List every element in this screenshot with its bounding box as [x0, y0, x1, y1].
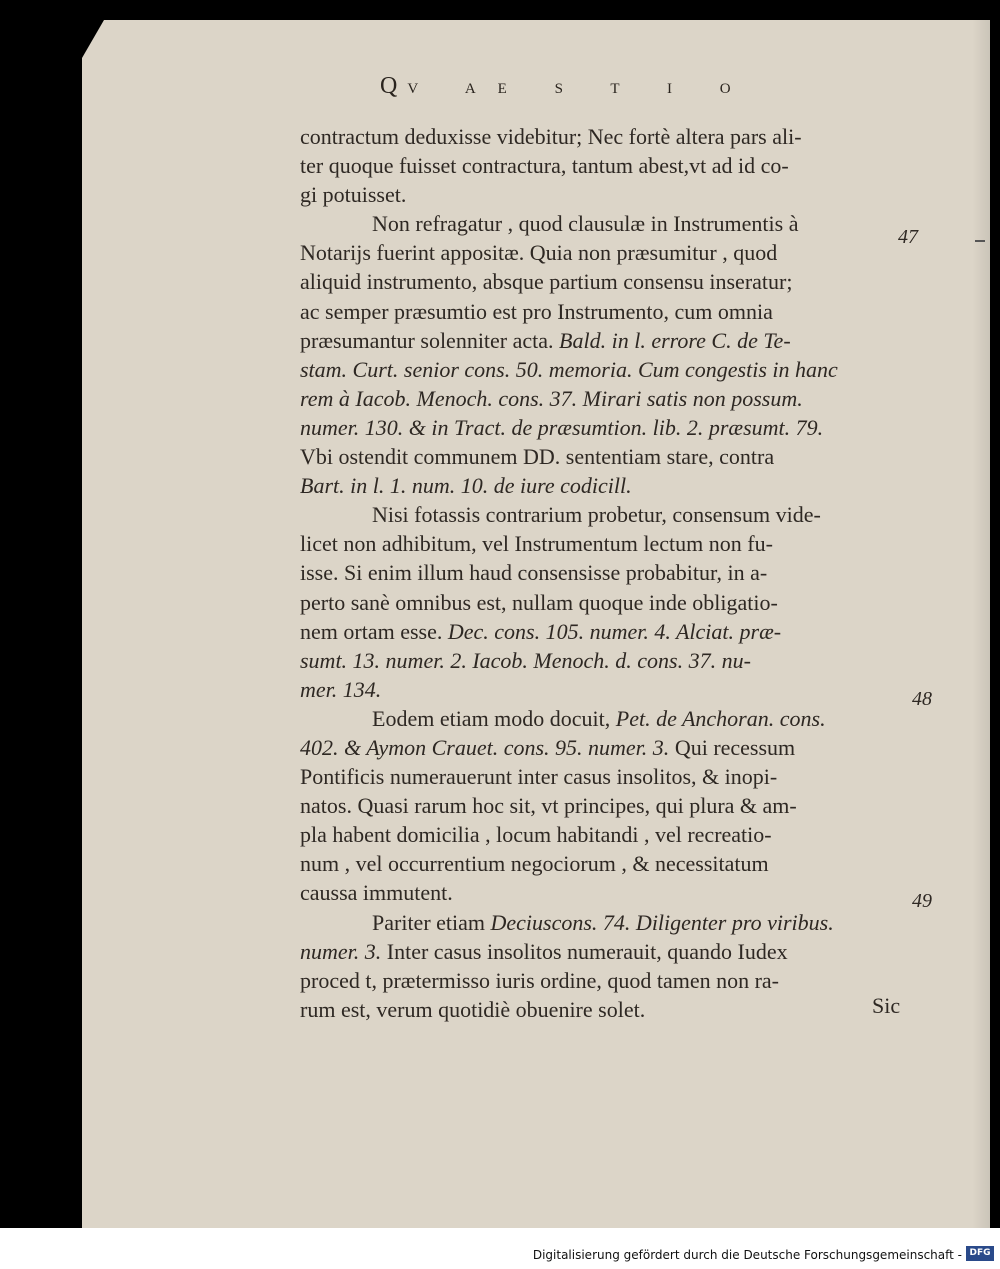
- footer-bar: [0, 1228, 1000, 1269]
- text-line: [300, 238, 885, 267]
- text-line-content: Nisi fotassis contrarium probetur, consensum vide-: [372, 502, 821, 528]
- text-line: [300, 122, 885, 151]
- text-line-content: nem ortam esse. Dec. cons. 105. numer. 4. Alciat. præ-: [300, 618, 782, 644]
- text-line-content: Non refragatur , quod clausulæ in Instrumentis à: [372, 211, 799, 237]
- text-line-content: ac semper præsumtio est pro Instrumento, cum omnia: [300, 298, 773, 324]
- text-line-content: rum est, verum quotidiè obuenire solet.: [300, 996, 646, 1022]
- text-line-content: caussa immutent.: [300, 880, 453, 906]
- text-line: [300, 966, 885, 995]
- text-line: [300, 908, 885, 937]
- text-line: [300, 529, 885, 558]
- text-line-content: Pariter etiam Deciuscons. 74. Diligenter pro viribus.: [372, 909, 834, 935]
- text-line: [300, 617, 885, 646]
- text-line: [300, 849, 885, 878]
- text-line: [300, 733, 885, 762]
- margin-number-48: 48: [912, 688, 932, 710]
- text-line: [300, 326, 885, 355]
- text-line-content: sumt. 13. numer. 2. Iacob. Menoch. d. cons. 37. nu-: [300, 647, 751, 673]
- text-line-content: Vbi ostendit communem DD. sententiam stare, contra: [300, 444, 775, 470]
- text-line-content: mer. 134.: [300, 676, 382, 702]
- body-text: [300, 122, 885, 1024]
- text-line: [300, 500, 885, 529]
- text-line-content: num , vel occurrentium negociorum , & necessitatum: [300, 851, 769, 877]
- text-line-content: ter quoque fuisset contractura, tantum abest,vt ad id co-: [300, 153, 789, 179]
- text-line-content: Notarijs fuerint appositæ. Quia non præsumitur , quod: [300, 240, 778, 266]
- text-line-content: Bart. in l. 1. num. 10. de iure codicill.: [300, 473, 632, 499]
- text-line: [300, 878, 885, 907]
- text-line-content: Eodem etiam modo docuit, Pet. de Anchoran. cons.: [372, 705, 826, 731]
- margin-number-49: 49: [912, 890, 932, 912]
- text-line-content: aliquid instrumento, absque partium consensu inseratur;: [300, 269, 793, 295]
- text-line-content: stam. Curt. senior cons. 50. memoria. Cum congestis in hanc: [300, 356, 838, 382]
- page-edge-mark: [975, 240, 985, 242]
- text-line-content: rem à Iacob. Menoch. cons. 37. Mirari satis non possum.: [300, 385, 803, 411]
- margin-number-47: 47: [898, 226, 918, 248]
- text-line: [300, 355, 885, 384]
- text-line: [300, 413, 885, 442]
- text-line-content: Pontificis numerauerunt inter casus insolitos, & inopi-: [300, 764, 778, 790]
- text-line-content: perto sanè omnibus est, nullam quoque inde obligatio-: [300, 589, 778, 615]
- text-line-content: præsumantur solenniter acta. Bald. in l. errore C. de Te-: [300, 327, 791, 353]
- text-line: [300, 675, 885, 704]
- text-line-content: isse. Si enim illum haud consensisse probabitur, in a-: [300, 560, 768, 586]
- page-edge-shadow: [972, 20, 990, 1228]
- header-initial: Q: [380, 73, 408, 99]
- text-line-content: pla habent domicilia , locum habitandi , vel recreatio-: [300, 822, 772, 848]
- text-line: [300, 297, 885, 326]
- text-line: [300, 558, 885, 587]
- text-line-content: proced t, prætermisso iuris ordine, quod tamen non ra-: [300, 967, 780, 993]
- text-line: [300, 151, 885, 180]
- text-line-content: numer. 3. Inter casus insolitos numerauit, quando Iudex: [300, 938, 788, 964]
- text-line: [300, 471, 885, 500]
- text-line-content: numer. 130. & in Tract. de præsumtion. lib. 2. præsumt. 79.: [300, 414, 824, 440]
- dfg-logo-icon: DFG: [966, 1246, 994, 1261]
- text-line: [300, 384, 885, 413]
- text-line: [300, 180, 885, 209]
- text-line-content: gi potuisset.: [300, 182, 407, 208]
- running-header: [380, 73, 753, 99]
- text-line: [300, 267, 885, 296]
- text-line: [300, 762, 885, 791]
- text-line: [300, 820, 885, 849]
- text-line: [300, 937, 885, 966]
- text-line: [300, 995, 885, 1024]
- text-line: [300, 704, 885, 733]
- text-line: [300, 791, 885, 820]
- text-line: [300, 588, 885, 617]
- text-line-content: 402. & Aymon Crauet. cons. 95. numer. 3. Qui recessum: [300, 734, 796, 760]
- text-line-content: natos. Quasi rarum hoc sit, vt principes, qui plura & am-: [300, 793, 797, 819]
- text-line: [300, 442, 885, 471]
- text-line: [300, 646, 885, 675]
- footer-credit: Digitalisierung gefördert durch die Deutsche Forschungsgemeinschaft -: [532, 1248, 962, 1262]
- text-line-content: licet non adhibitum, vel Instrumentum lectum non fu-: [300, 531, 773, 557]
- header-rest: V AE S T I O: [407, 81, 753, 97]
- text-line-content: contractum deduxisse videbitur; Nec fortè altera pars ali-: [300, 124, 802, 149]
- text-line: [300, 209, 885, 238]
- catchword: Sic: [872, 993, 901, 1018]
